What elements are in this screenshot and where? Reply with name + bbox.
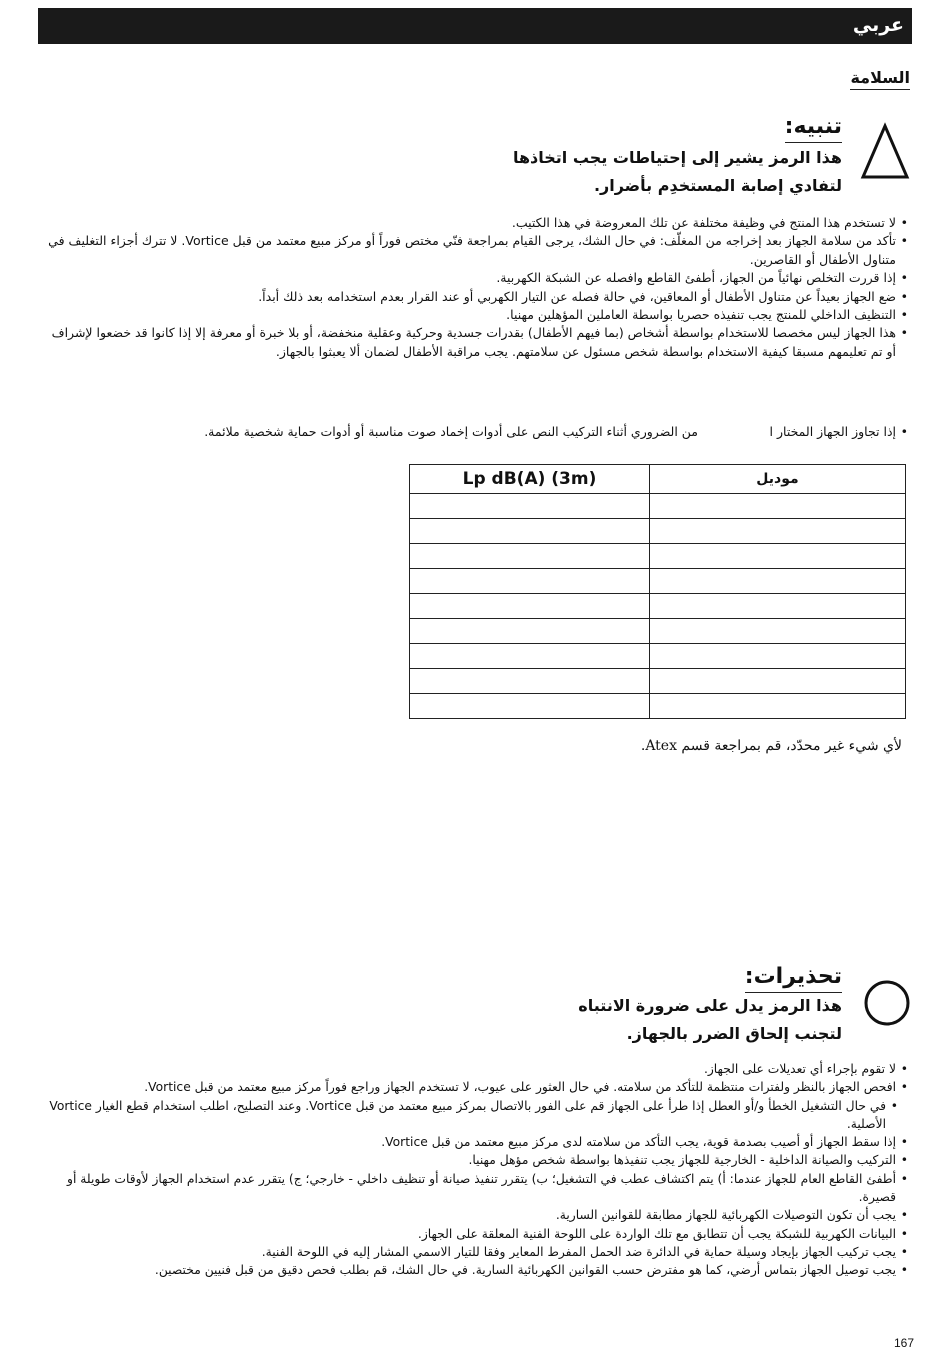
- caution-bullet: • التنظيف الداخلي للمنتج يجب تنفيذه حصريا بواسطة العاملين المؤهلين مهنيا.: [48, 306, 908, 324]
- table-row: [410, 544, 906, 569]
- warning-circle-icon: [862, 978, 912, 1028]
- warning-bullet: • يجب توصيل الجهاز بتماس أرضي، كما هو مفترض حسب القوانين الكهربائية السارية. في حال الشك، قم بطلب فحص دقيق من قبل فنيين مختصين.: [48, 1261, 908, 1279]
- column-header-model: موديل: [650, 465, 906, 494]
- language-label: عربي: [852, 14, 904, 36]
- table-cell: [650, 544, 906, 569]
- caution-bullet-list: [48, 214, 908, 361]
- table-row: [410, 619, 906, 644]
- caution-title: تنبيه:: [785, 112, 842, 143]
- warning-triangle-icon: [860, 122, 910, 180]
- caution-bullet: • هذا الجهاز ليس مخصصا للاستخدام بواسطة أشخاص (بما فيهم الأطفال) بقدرات جسدية وحركية وعقلية منخفضة، أو بلا خبرة أو معرفة إلا إذا كانوا قد خضعوا لإشراف أو تم تعليمهم مسبقا كيفية الاستخدام بواسطة شخص مسئول عن سلامتهم. يجب مراقبة الأطفال لضمان ألا يعبثوا بالجهاز.: [48, 324, 908, 361]
- table-cell: [650, 569, 906, 594]
- table-row: [410, 669, 906, 694]
- table-cell: [410, 494, 650, 519]
- table-cell: [410, 569, 650, 594]
- table-cell: [650, 594, 906, 619]
- warning-line-1: هذا الرمز يدل على ضرورة الانتباه: [578, 996, 842, 1015]
- warning-title: تحذيرات:: [745, 962, 842, 993]
- column-header-lp: Lp dB(A) (3m): [410, 465, 650, 494]
- noise-note-part-2: من الضروري أثناء التركيب النص على أدوات إخماد صوت مناسبة أو أدوات حماية شخصية ملائمة.: [204, 424, 698, 439]
- language-header-bar: [38, 8, 912, 44]
- caution-bullet: • تأكد من سلامة الجهاز بعد إخراجه من المغلّف: في حال الشك، يرجى القيام بمراجعة فنّي مختص فوراً أو مركز مبيع معتمد من قبل Vortice. لا تترك أجزاء التغليف في متناول الأطفال أو القاصرين.: [48, 232, 908, 269]
- table-cell: [650, 494, 906, 519]
- warning-bullet: • التركيب والصيانة الداخلية - الخارجية للجهاز يجب تنفيذها بواسطة شخص مؤهل مهنيا.: [48, 1151, 908, 1169]
- caution-line-2: لتفادي إصابة المستخدِم بأضرار.: [593, 176, 842, 195]
- warning-bullet: • في حال التشغيل الخطأ و/أو العطل إذا طرأ على الجهاز قم على الفور بالاتصال بمركز مبيع معتمد من قبل Vortice. وعند التصليح، اطلب استخدام قطع الغيار Vortice الأصلية.: [48, 1097, 898, 1134]
- table-row: [410, 694, 906, 719]
- noise-note-part-1: • إذا تجاوز الجهاز المختار ا: [770, 424, 908, 439]
- caution-line-1: هذا الرمز يشير إلى إحتياطات يجب اتخاذها: [512, 148, 842, 167]
- noise-table: [409, 464, 906, 719]
- table-cell: [410, 644, 650, 669]
- table-row: [410, 594, 906, 619]
- table-cell: [410, 544, 650, 569]
- table-cell: [410, 519, 650, 544]
- noise-table-header-row: [410, 465, 906, 494]
- table-cell: [410, 619, 650, 644]
- warning-bullet: • البيانات الكهربية للشبكة يجب أن تتطابق مع تلك الواردة على اللوحة الفنية المعلقة على الجهاز.: [48, 1225, 908, 1243]
- warning-bullet: • يجب تركيب الجهاز بإيجاد وسيلة حماية في الدائرة ضد الحمل المفرط المعاير وفقا للتيار الاسمي المشار إليه في اللوحة الفنية.: [48, 1243, 908, 1261]
- section-title: السلامة: [850, 68, 910, 90]
- warning-bullet-list: [48, 1060, 908, 1280]
- noise-note: [110, 424, 908, 442]
- table-cell: [650, 694, 906, 719]
- table-cell: [650, 519, 906, 544]
- table-row: [410, 519, 906, 544]
- table-cell: [410, 694, 650, 719]
- atex-note: لأي شيء غير محدّد، قم بمراجعة قسم Atex.: [640, 738, 902, 754]
- warning-bullet: • افحص الجهاز بالنظر ولفترات منتظمة للتأكد من سلامته. في حال العثور على عيوب، لا تستخدم الجهاز وراجع فوراً مركز مبيع معتمد من قبل Vortice.: [48, 1078, 908, 1096]
- table-row: [410, 644, 906, 669]
- table-cell: [650, 669, 906, 694]
- table-cell: [650, 644, 906, 669]
- table-row: [410, 569, 906, 594]
- caution-bullet: • ضع الجهاز بعيداً عن متناول الأطفال أو المعاقين، في حالة فصله عن التيار الكهربي أو عند القرار بعدم استخدامه بعد ذلك أبداً.: [48, 288, 908, 306]
- caution-bullet: • لا تستخدم هذا المنتج في وظيفة مختلفة عن تلك المعروضة في هذا الكتيب.: [48, 214, 908, 232]
- table-cell: [410, 669, 650, 694]
- table-cell: [650, 619, 906, 644]
- table-row: [410, 494, 906, 519]
- warning-bullet: • أطفئ القاطع العام للجهاز عندما: أ) يتم اكتشاف عطب في التشغيل؛ ب) يتقرر تنفيذ صيانة أو تنظيف داخلي - خارجي؛ ج) يتقرر عدم استخدام الجهاز لأوقات طويلة أو قصيرة.: [48, 1170, 908, 1207]
- caution-bullet: • إذا قررت التخلص نهائياً من الجهاز، أطفئ القاطع وافصله عن الشبكة الكهربية.: [48, 269, 908, 287]
- warning-bullet: • لا تقوم بإجراء أي تعديلات على الجهاز.: [48, 1060, 908, 1078]
- warning-bullet: • إذا سقط الجهاز أو أصيب بصدمة قوية، يجب التأكد من سلامته لدى مركز مبيع معتمد من قبل Vortice.: [48, 1133, 908, 1151]
- table-cell: [410, 594, 650, 619]
- warning-bullet: • يجب أن تكون التوصيلات الكهربائية للجهاز مطابقة للقوانين السارية.: [48, 1206, 908, 1224]
- page-number: 167: [893, 1336, 914, 1350]
- warning-line-2: لتجنب إلحاق الضرر بالجهاز.: [626, 1024, 842, 1043]
